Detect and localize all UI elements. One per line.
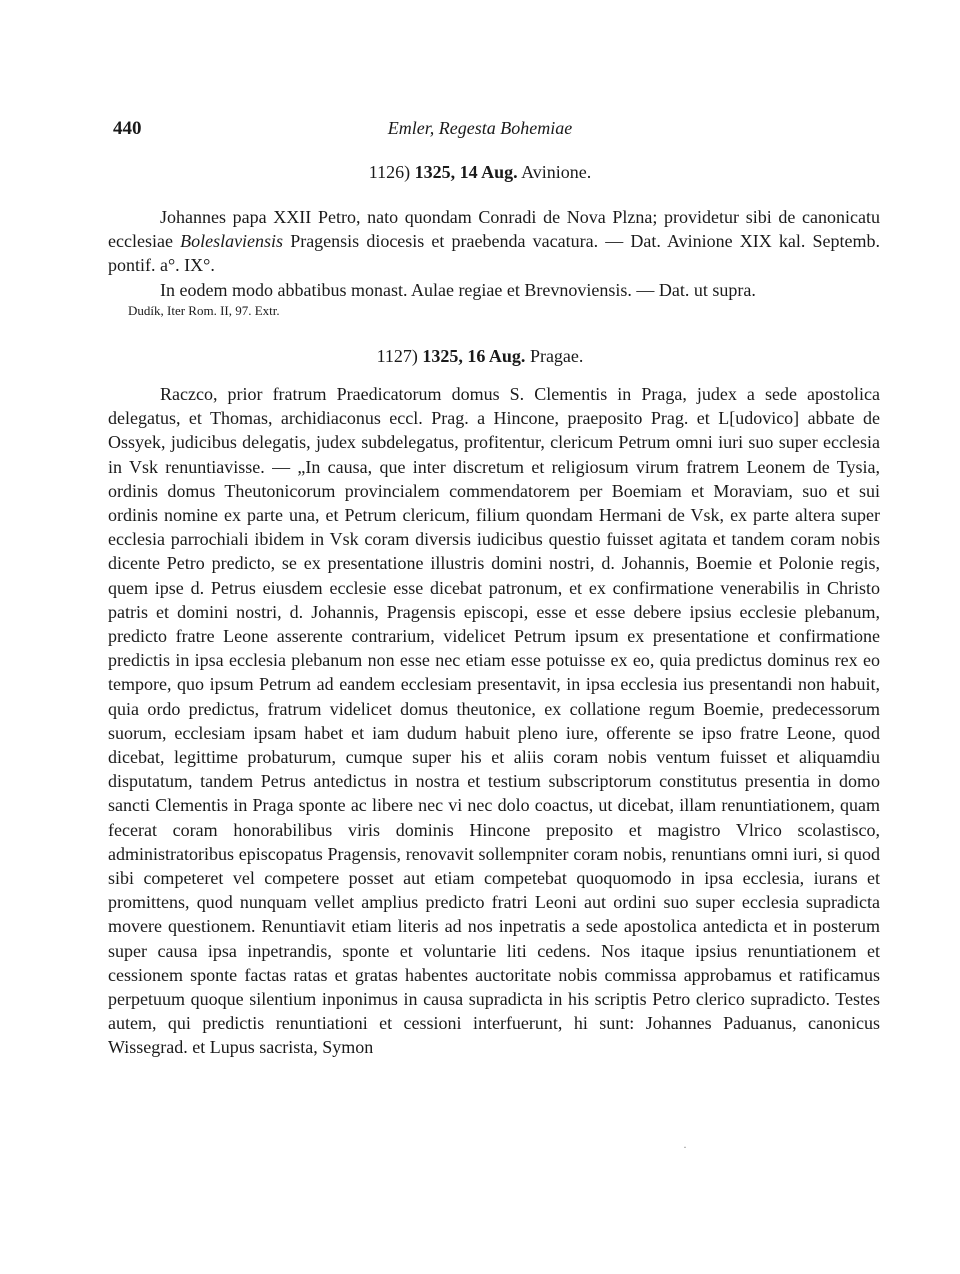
entry-1126-source: Dudík, Iter Rom. II, 97. Extr.	[128, 303, 280, 318]
entry-1127-paragraph: Raczco, prior fratrum Praedicatorum domus S. Clementis in Praga, judex a sede apostolica delegatus, et Thomas, archidiaconus eccl. Prag. a Hincone, praeposito Prag. et L[udovico] abbate de Ossyek, judicibus delegatis, judex subdelegatus, profitentur, clericum Petrum omni iuri suo super ecclesia in Vsk renuntiavisse. — „In causa, que inter discretum et religiosum virum fratrem Leonem de Tysia, ordinis domus Theutonicorum provincialem commendatorem per Boemiam et Moraviam, suo et sui ordinis nomine ex parte una, et Petrum clericum, filium quondam Hermani de Vsk, ex parte altera super ecclesia parrochiali ibidem in Vsk coram diversis iudicibus questio fuisset agitata et tandem coram nobis dicente Petro predicto, se ex presentatione illustris domini nostri, d. Johannis, Boemie et Polonie regis, quem ipse d. Petrus eiusdem ecclesie esse dicebat patronum, et ex confirmatione venerabilis in Christo patris et domini nostri, d. Johannis, Pragensis episcopi, esse et esse debere ipsius ecclesie plebanum, predicto fratre Leone asserente contrarium, videlicet Petrum ipsum ex presentatione et confirmatione predictis in ipsa ecclesia plebanum non esse nec etiam esse potuisse ex eo, quia predictus dominus rex eo tempore, quo ipsum Petrum ad eandem ecclesiam presentavit, in ipsa ecclesia ius presentandi non habuit, quia ordo predictus, fratrum videlicet domus theutonice, ex collatione regum Boemie, predecessorum suorum, ecclesiam ipsam habet et iam dudum habuit pleno iure, offerente se ipso fratre Leone, quod dicebat, legittime probaturum, cumque super his et aliis coram nobis ventum fuisset et aliquamdiu disputatum, tandem Petrus antedictus in nostra et testium subscriptorum constitutus presentia in domo sancti Clementis in Praga sponte ac libere nec vi nec dolo coactus, ut dicebat, illam renuntiationem, quam fecerat coram honorabilibus viris dominis Hincone preposito et magistro Vlrico scolastisco, administratoribus episcopatus Pragensis, renovavit sollempniter coram nobis, renuntians omni iuri, si quod sibi competeret vel competere posset aut etiam competebat quoquomodo in ipsa ecclesia, iurans et promittens, quod nunquam vellet amplius predicto fratri Leoni aut ordini suo super ecclesia supradicta movere questionem. Renuntiavit etiam literis ad nos inpetratis a sede apostolica antedicta et in posterum super causa ipsa inpetrandis, sponte et voluntarie liti cedens. Nos itaque ipsius renuntiationem et cessionem sponte factas ratas et gratas habentes auctoritate nobis commissa approbamus et ratificamus perpetuum quoque silentium inponimus in causa supradicta in his scriptis Petro clerico supradicto. Testes autem, qui predictis renuntiationi et cessioni interfuerunt, hi sunt: Johannes Paduanus, canonicus Wissegrad. et Lupus sacrista, Symon	[108, 384, 880, 1058]
entry-1126-heading	[100, 162, 860, 183]
entry-1126-text-b: Pragensis diocesis et praebenda vacatura. — Dat. Avinione XIX kal. Septemb. pontif. a°. IX°.	[108, 231, 880, 276]
entry-1126-italic-place: Boleslaviensis	[180, 231, 284, 252]
entry-1126-body	[108, 205, 880, 302]
running-title: Emler, Regesta Bohemiae	[387, 118, 573, 138]
entry-1126-place: Avinione.	[521, 162, 592, 182]
entry-1127-body	[108, 382, 880, 1060]
entry-1126-date: 1325, 14 Aug.	[414, 162, 518, 182]
page-mark: ·	[683, 1140, 687, 1154]
entry-1127-number: 1127)	[376, 346, 418, 366]
entry-1126-number: 1126)	[368, 162, 411, 182]
entry-1127-date: 1325, 16 Aug.	[422, 346, 526, 366]
entry-1126-paragraph-2: In eodem modo abbatibus monast. Aulae regiae et Brevnoviensis. — Dat. ut supra.	[160, 279, 756, 300]
page-number: 440	[113, 118, 142, 139]
entry-1126-paragraph-1	[108, 205, 880, 278]
entry-1127-place: Pragae.	[529, 346, 584, 366]
entry-1127-heading	[100, 346, 860, 367]
entry-1126-text-a: Johannes papa XXII Petro, nato quondam Conradi de Nova Plzna; providetur sibi de canonicatu ecclesiae	[108, 207, 880, 252]
